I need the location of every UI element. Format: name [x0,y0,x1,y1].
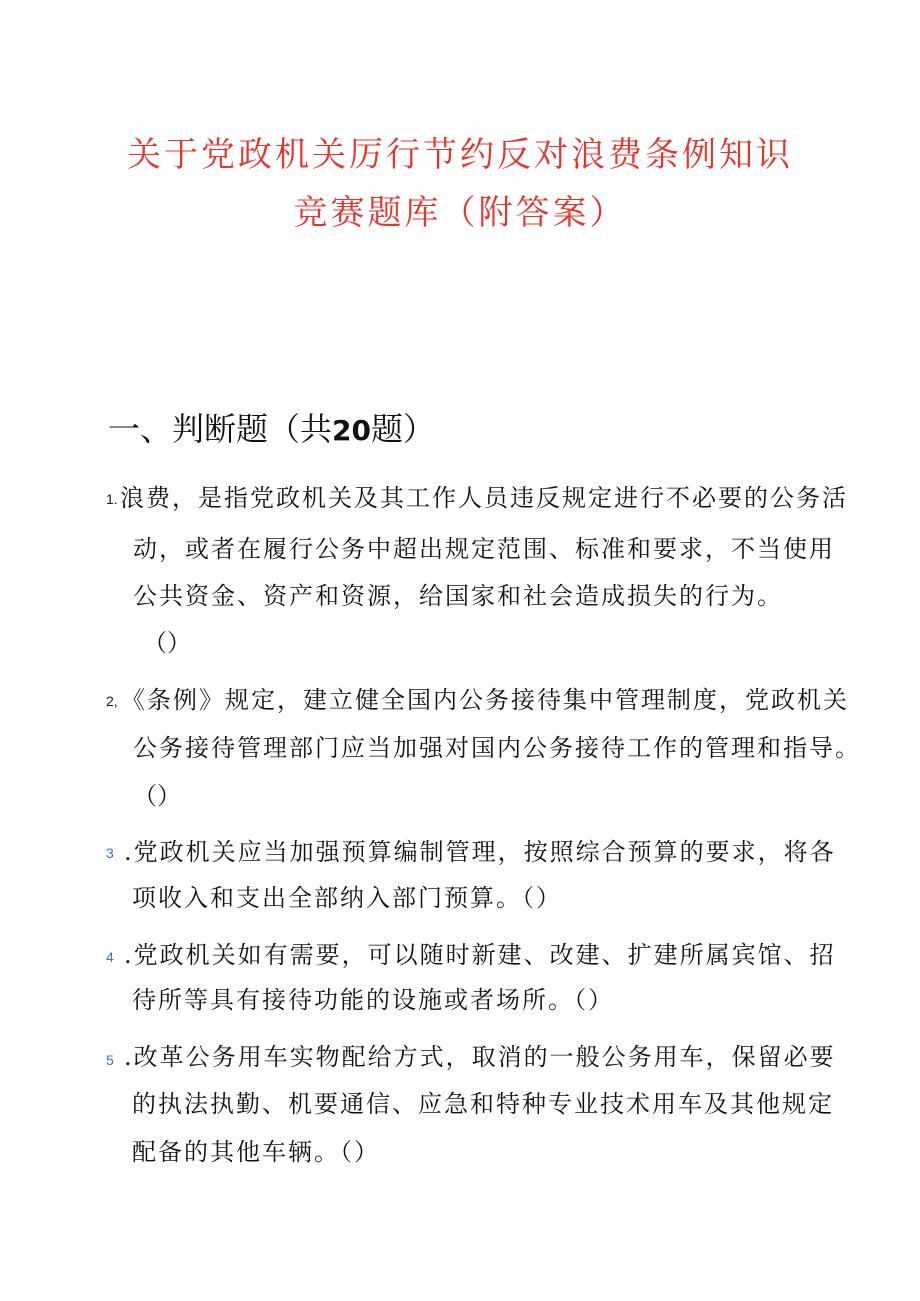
question-5-line-3: 配备的其他车辆。（） [132,1138,380,1166]
question-3-line-2: 项收入和支出全部纳入部门预算。（） [132,884,562,912]
question-3-line-1: .党政机关应当加强预算编制管理，按照综合预算的要求，将各 [124,838,836,866]
section-heading-label: 一、判断题（共 [108,410,333,448]
question-5-line-1: .改革公务用车实物配给方式，取消的一般公务用车，保留必要 [124,1043,836,1071]
question-4-line-1: .党政机关如有需要，可以随时新建、改建、扩建所属宾馆、招 [124,941,836,969]
question-5-number: 5 [106,1052,114,1068]
question-2-line-2: 公务接待管理部门应当加强对国内公务接待工作的管理和指导。 [133,734,861,762]
question-2-answer-blank: （） [133,782,181,810]
question-1-number: 1. [106,491,118,507]
question-4-line-2: 待所等具有接待功能的设施或者场所。（） [132,986,614,1014]
section-heading [108,410,435,448]
document-title-line-1: 关于党政机关厉行节约反对浪费条例知识 [127,135,793,175]
question-1-line-3: 公共资金、资产和资源，给国家和社会造成损失的行为。 [133,582,783,610]
question-3-number: 3 [106,845,114,861]
question-1-answer-blank: （） [143,629,191,657]
question-2-line-1: 《条例》规定，建立健全国内公务接待集中管理制度，党政机关 [121,686,849,714]
question-2-number: 2, [106,693,118,709]
question-5-line-2: 的执法执勤、机要通信、应急和特种专业技术用车及其他规定 [132,1090,834,1118]
question-1-line-2: 动，或者在履行公务中超出规定范围、标准和要求，不当使用 [133,535,835,563]
question-1-line-1: 浪费，是指党政机关及其工作人员违反规定进行不必要的公务活 [120,484,848,512]
document-title-line-2: 竞赛题库（附答案） [293,193,627,233]
section-question-count: 20 [332,414,371,447]
question-4-number: 4 [106,949,114,965]
section-heading-suffix: 题） [370,410,435,448]
